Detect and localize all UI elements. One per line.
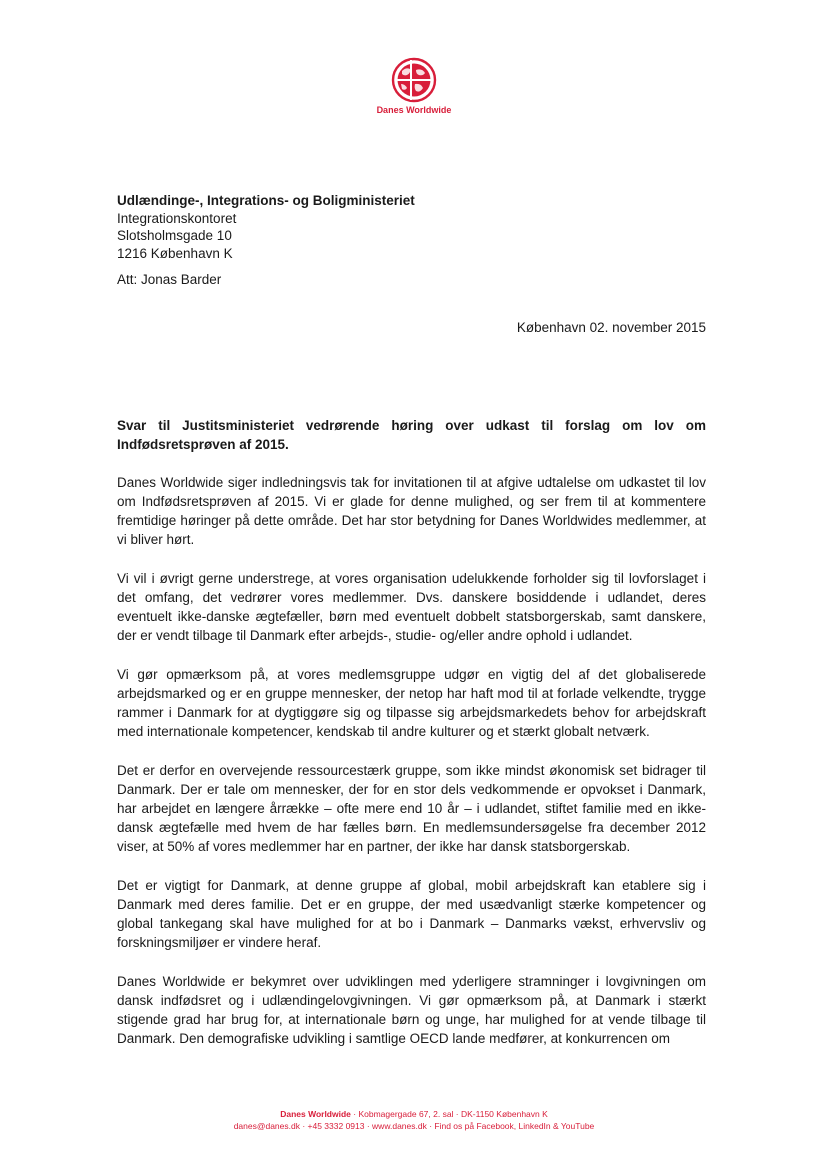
footer-line-address <box>0 1108 828 1120</box>
letter-date: København 02. november 2015 <box>516 320 706 335</box>
body-paragraph: Vi gør opmærksom på, at vores medlemsgruppe udgør en vigtig del af det globaliserede arbejdsmarked og er en gruppe mennesker, der netop har haft mod til at forlade velkendte, trygge rammer i Danmark for at dygtiggøre sig og tilpasse sig arbejdsmarkedets behov for arbejdskraft med internationale kompetencer, kendskab til andre kulturer og et stærkt globalt netværk. <box>117 667 706 739</box>
recipient-department: Integrationskontoret <box>117 210 237 226</box>
footer-brand: Danes Worldwide <box>280 1109 351 1119</box>
recipient-city: 1216 København K <box>117 245 233 261</box>
body-paragraph: Danes Worldwide siger indledningsvis tak for invitationen til at afgive udtalelse om udkastet til lov om Indfødsretsprøven af 2015. Vi er glade for denne mulighed, og ser frem til at kommentere fremtidige høringer på dette område. Det har stor betydning for Danes Worldwides medlemmer, at vi bliver hørt. <box>117 475 706 547</box>
recipient-organization: Udlændinge-, Integrations- og Boligministeriet <box>117 193 415 208</box>
globe-logo-icon <box>391 57 437 103</box>
attention-line: Att: Jonas Barder <box>117 272 222 287</box>
footer-line-contact: danes@danes.dk · +45 3332 0913 · www.danes.dk · Find os på Facebook, LinkedIn & YouTube <box>233 1121 595 1131</box>
body-paragraph: Det er vigtigt for Danmark, at denne gruppe af global, mobil arbejdskraft kan etablere sig i Danmark med deres familie. Det er en gruppe, der med usædvanligt stærke kompetencer og global tankegang skal have mulighed for at bo i Danmark – Danmarks vækst, erhvervsliv og forskningsmiljøer er vindere heraf. <box>117 878 706 950</box>
footer-address: · Kobmagergade 67, 2. sal · DK-1150 København K <box>350 1109 548 1119</box>
letterhead-logo <box>366 57 462 115</box>
recipient-street: Slotsholmsgade 10 <box>117 228 232 243</box>
letter-body <box>117 473 706 1068</box>
body-paragraph: Danes Worldwide er bekymret over udviklingen med yderligere stramninger i lovgivningen om dansk indfødsret og i udlændingelovgivningen. Vi gør opmærksom på, at Danmark i stærkt stigende grad har brug for, at internationale børn og unge, har mulighed for at vende tilbage til Danmark. Den demografiske udvikling i samtlige OECD lande medfører, at konkurrencen om <box>117 974 706 1046</box>
letter-footer <box>0 1108 828 1132</box>
recipient-address <box>117 192 415 262</box>
letter-subject: Svar til Justitsministeriet vedrørende høring over udkast til forslag om lov om Indfødsretsprøven af 2015. <box>117 418 706 452</box>
body-paragraph: Vi vil i øvrigt gerne understrege, at vores organisation udelukkende forholder sig til lovforslaget i det omfang, det vedrører vores medlemmer. Dvs. danskere bosiddende i udlandet, deres eventuelt ikke-danske ægtefæller, børn med eventuelt dobbelt statsborgerskab, samt danskere, der er vendt tilbage til Danmark efter arbejds-, studie- og/eller andre ophold i udlandet. <box>117 571 706 643</box>
logo-wordmark: Danes Worldwide <box>376 105 452 115</box>
body-paragraph: Det er derfor en overvejende ressourcestærk gruppe, som ikke mindst økonomisk set bidrager til Danmark. Der er tale om mennesker, der for en stor dels vedkommende er opvokset i Danmark, har arbejdet en længere årrække – ofte mere end 10 år – i udlandet, stiftet familie med en ikke-dansk ægtefælle med hvem de har fælles børn. En medlemsundersøgelse fra december 2012 viser, at 50% af vores medlemmer har en partner, der ikke har dansk statsborgerskab. <box>117 763 706 854</box>
